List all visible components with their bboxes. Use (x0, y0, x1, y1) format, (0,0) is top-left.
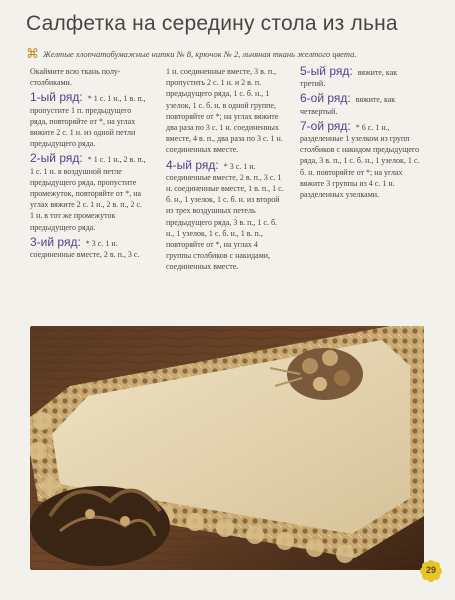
row-7-text: * 6 с. 1 н., разделенные 1 узелком из групп столбиков с накидом предыдущего ряда, 3 в. п., 1 с. б. н., 1 узелок, 1 с. б. н. повторяйте от *; на углах вяжите 3 группы из 4 с. 1 н. разделенных узелками. (300, 122, 420, 200)
row-7-paragraph (300, 118, 424, 200)
row-3-paragraph (30, 234, 148, 260)
row-4-text: * 3 с. 1 н. соединенные вместе, 2 в. п., 3 с. 1 н. соединенные вместе, 1 в. п., 1 с. б. н., 1 узелок, 1 с. б. н. из второй из трех воздушных петель предыдущего ряда, 3 в. п., 1 с. б. н., 1 узелок, 1 с. б. н., 1 в. п., повторяйте от *, на углах 4 группы столбиков с накидами, соединенных вместе. (166, 161, 284, 272)
row-7-heading: 7-ой ряд: (300, 118, 351, 133)
page-number-badge (420, 560, 442, 582)
row-1-heading: 1-ый ряд: (30, 90, 83, 105)
row-1-paragraph (30, 92, 148, 149)
row-2-text: * 1 с. 1 н., 2 в. п., 1 с. 1 н. в воздушной петле предыдущего ряда, пропустите промежуток, повторяйте от *, на углах вяжите 2 с. 1 н., 2 в. п., 2 с. 1 н. в тот же промежуток предыдущего ряда. (30, 155, 146, 232)
row-4-paragraph (166, 157, 284, 273)
row-1-text: * 1 с. 1 н., 1 в. п., пропустите 1 п. предыдущего ряда, повторяйте от *, на углах вяжите 2 с. 1 н. из одной петли предыдущего ряда. (30, 94, 146, 149)
text-column-2 (166, 66, 284, 277)
row-5-paragraph (300, 66, 424, 89)
doily-illustration (30, 326, 424, 570)
page-title: Салфетка на середину стола из льна (26, 12, 398, 35)
basket-decoration (30, 486, 170, 566)
text-column-3 (300, 66, 424, 204)
row-6-text: вяжите, как четвертый. (300, 95, 396, 116)
row-5-text: вяжите, как третий. (300, 68, 398, 89)
doily-photo (30, 326, 424, 570)
materials-text: Желтые хлопчатобумажные нитки № 8, крючок № 2, льняная ткань желтого цвета. (43, 49, 357, 59)
row-4-heading: 4-ый ряд: (166, 157, 219, 172)
materials-line (26, 46, 441, 62)
text-column-1 (30, 66, 148, 264)
row-2-paragraph (30, 153, 148, 232)
row-6-heading: 6-ой ряд: (300, 91, 351, 106)
row-3-continuation: 1 н. соединенные вместе, 3 в. п., пропустить 2 с. 1 н. и 2 в. п. предыдущего ряда, 1 с. б. н., 1 узелок, 1 с. б. н. в одной группе, повторяйте от *; на углах вяжите два раза по 3 с. 1 н. соединенных вместе, 4 в. п., два раза по 3 с. 1 н. соединенных вместе. (166, 67, 283, 155)
row-5-heading: 5-ый ряд: (300, 64, 353, 78)
row-2-heading: 2-ый ряд: (30, 151, 83, 166)
row-3-heading: 3-ий ряд: (30, 234, 81, 249)
row-6-paragraph (300, 93, 424, 116)
page-number: 29 (425, 565, 436, 575)
decorative-cross-icon: ⌘ (26, 46, 39, 61)
intro-paragraph: Окаймите всю ткань полу-столбиками. (30, 67, 121, 88)
row-3-text: * 3 с. 1 н. соединенные вместе, 2 в. п., 3 с. (30, 238, 140, 260)
